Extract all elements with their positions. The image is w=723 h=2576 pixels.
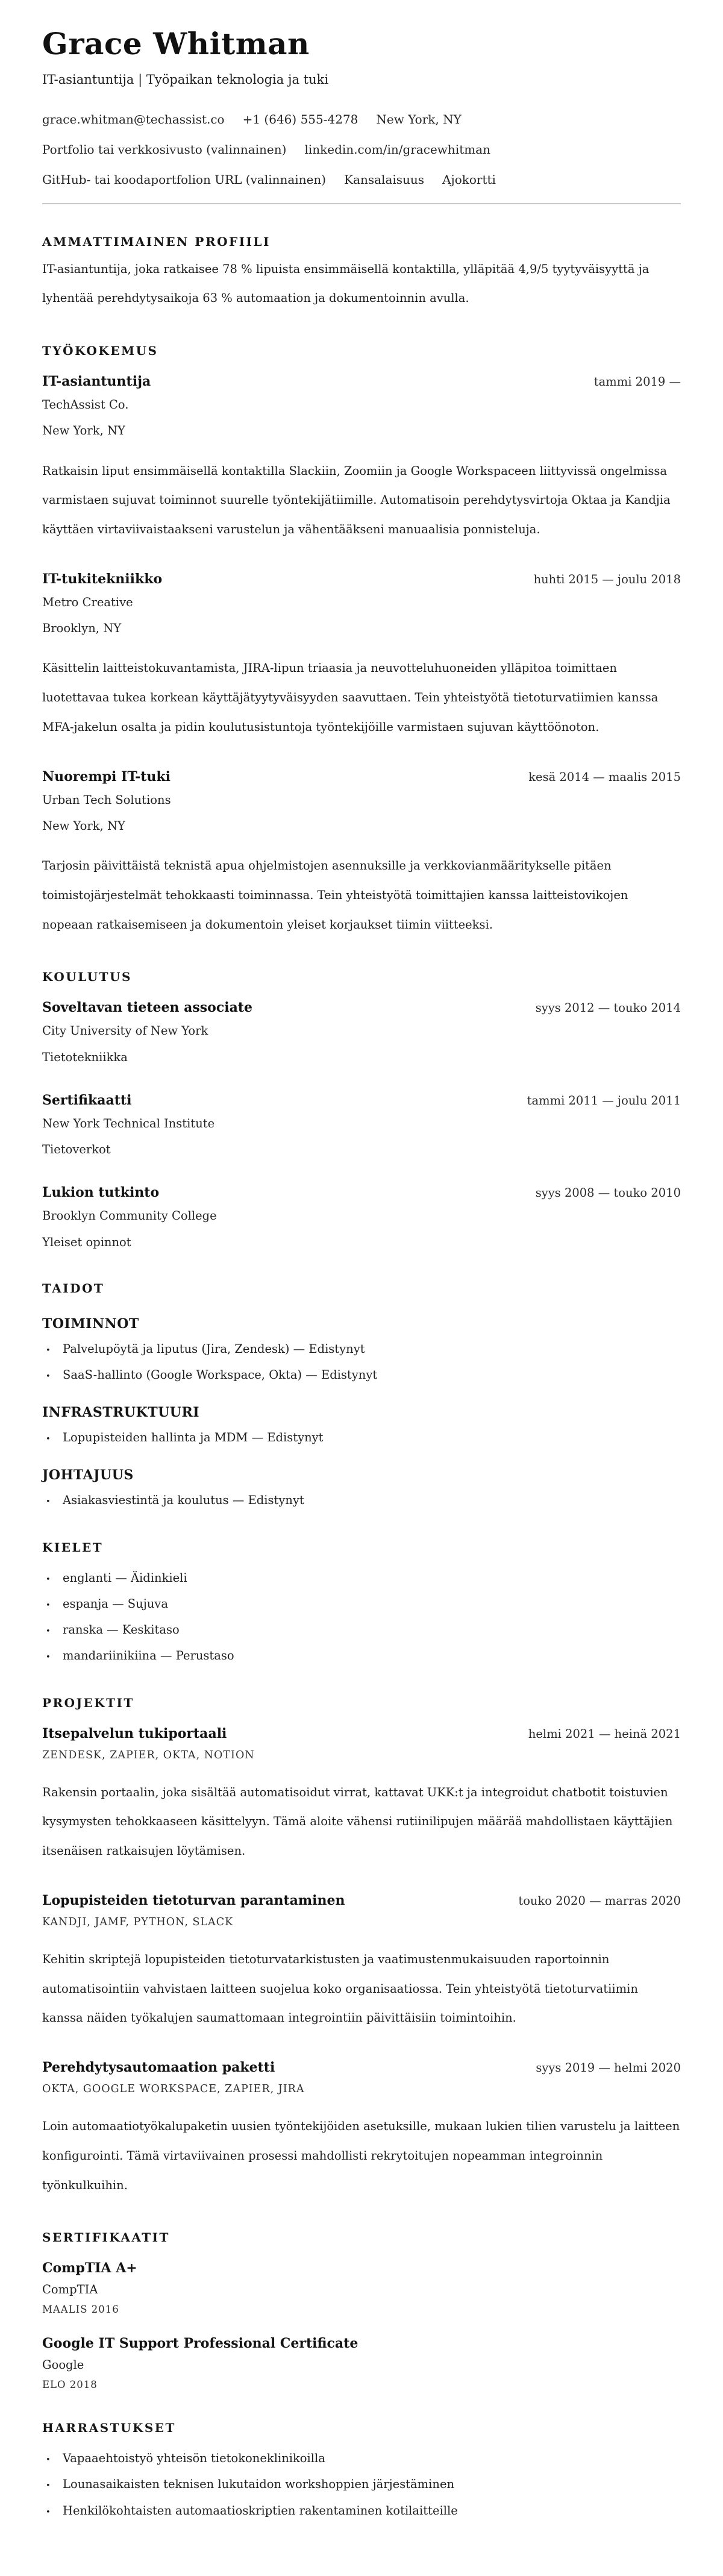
bullet-icon: • [46,1653,51,1662]
project-entry [42,1726,681,1866]
github-placeholder: GitHub- tai koodaportfolion URL (valinnainen) [42,172,327,187]
bullet-icon: • [46,1600,51,1610]
education-dates: tammi 2011 — joulu 2011 [527,1093,681,1108]
job-dates: kesä 2014 — maalis 2015 [528,769,681,784]
job-entry [42,769,681,940]
project-description: Rakensin portaalin, joka sisältää automatisoidut virrat, kattavat UKK:t ja integroidut chatbotit toistuvien kysymysten tehokkaaseen käsittelyyn. Tämä aloite vähensi rutiinilipujen määrää mahdollistaen käyttäjien itsenäisen ratkaisujen löytämisen. [42,1785,673,1858]
job-entry [42,374,681,545]
certification-issuer: Google [42,2358,84,2372]
certification-issuer: CompTIA [42,2283,98,2297]
project-entry [42,1893,681,2033]
projects-heading: PROJEKTIT [42,1695,134,1710]
job-description: Tarjosin päivittäistä teknistä apua ohjelmistojen asennuksille ja verkkovianmääritykselle pitäen toimistojärjestelmät tehokkaasti toiminnassa. Tein yhteistyötä toimittajien kanssa laitteistovikojen nopeaan ratkaisemiseen ja dokumentoin yleiset korjaukset tiimin viitteeksi. [42,859,628,932]
project-description: Kehitin skriptejä lopupisteiden tietoturvatarkistusten ja vaatimustenmukaisuuden raportoinnin automatisointiin vahvistaen laitteen suojelua koko organisaatiossa. Tein yhteistyötä tietoturvatiimin kanssa näiden työkalujen saumattomaan integrointiin päivittäisiin toimintoihin. [42,1952,638,2025]
language-item-label: ranska — Keskitaso [63,1623,180,1637]
skill-item [42,1340,681,1358]
education-heading: KOULUTUS [42,970,132,985]
certification-name: Google IT Support Professional Certificate [42,2336,358,2352]
job-description: Käsittelin laitteistokuvantamista, JIRA-lipun triaasia ja neuvotteluhuoneiden ylläpitoa toimittaen luotettavaa tukea korkean käyttäjätyytyväisyyden saavuttaen. Tein yhteistyötä tietoturvatiimien kanssa MFA-jakelun osalta ja pidin koulutusistuntoja työntekijöille varmistaen sujuvan käyttöönoton. [42,661,659,734]
skill-group-name: JOHTAJUUS [42,1467,134,1484]
certifications-heading: SERTIFIKAATIT [42,2230,170,2245]
bullet-icon: • [46,1371,51,1381]
job-entry-head [42,769,681,785]
project-dates: touko 2020 — marras 2020 [518,1893,681,1908]
language-item [42,1647,681,1665]
hobby-item [42,2449,681,2468]
contact-row-2 [42,140,681,158]
education-entry [42,1000,681,1066]
headline: IT-asiantuntija | Työpaikan teknologia ja tuki [42,72,329,87]
bullet-icon: • [46,1497,51,1507]
project-description: Loin automaatiotyökalupaketin uusien työntekijöiden asetuksille, mukaan lukien tilien varustelu ja laitteen konfigurointi. Tämä virtaviivainen prosessi mahdollisti rekrytoitujen nopeamman integroinnin työnkulkuihin. [42,2119,680,2192]
job-description: Ratkaisin liput ensimmäisellä kontaktilla Slackiin, Zoomiin ja Google Workspaceen liittyvissä ongelmissa varmistaen sujuvat toiminnot suurelle työntekijätiimille. Automatisoin perehdytysvirtoja Oktaa ja Kandjia käyttäen virtaviivaistaakseni varustelun ja vähentääkseni manuaalisia ponnisteluja. [42,463,671,536]
section-projects [42,1696,681,2201]
school-name: City University of New York [42,1024,208,1038]
languages-heading: KIELET [42,1540,104,1555]
job-location: New York, NY [42,424,125,438]
job-location: Brooklyn, NY [42,621,122,635]
hobbies-heading: HARRASTUKSET [42,2421,176,2436]
certification-entry [42,2336,681,2390]
school-name: New York Technical Institute [42,1116,215,1130]
job-dates: huhti 2015 — joulu 2018 [533,572,681,586]
bullet-icon: • [46,1346,51,1355]
profile-heading: AMMATTIMAINEN PROFIILI [42,234,271,249]
skill-item-label: SaaS-hallinto (Google Workspace, Okta) — Edistynyt [63,1367,378,1382]
project-title: Perehdytysautomaation paketti [42,2060,275,2075]
education-entry-head [42,1000,681,1015]
section-certifications [42,2230,681,2390]
bullet-icon: • [46,1627,51,1637]
job-location: New York, NY [42,818,125,833]
contact-row-3 [42,171,681,189]
project-title: Itsepalvelun tukiportaali [42,1725,227,1741]
skill-group-name: TOIMINNOT [42,1315,139,1332]
citizenship-label: Kansalaisuus [344,172,425,187]
project-title: Lopupisteiden tietoturvan parantaminen [42,1892,345,1908]
drivers-license-label: Ajokortti [442,172,496,187]
skill-item [42,1491,681,1509]
skills-heading: TAIDOT [42,1280,105,1296]
certification-date: ELO 2018 [42,2379,98,2391]
profile-text: IT-asiantuntija, joka ratkaisee 78 % lipuista ensimmäisellä kontaktilla, ylläpitää 4,9/5 tyytyväisyyttä ja lyhentää perehdytysaikoja 63 % automaation ja dokumentoinnin avulla. [42,262,649,306]
portfolio-placeholder: Portfolio tai verkkosivusto (valinnainen) [42,142,287,157]
job-company: Metro Creative [42,595,133,609]
project-dates: helmi 2021 — heinä 2021 [528,1726,681,1741]
degree-title: Sertifikaatti [42,1092,132,1108]
field-of-study: Tietoverkot [42,1142,111,1156]
hobby-item-label: Lounasaikaisten teknisen lukutaidon workshoppien järjestäminen [63,2477,455,2492]
education-entry-head [42,1185,681,1200]
field-of-study: Tietotekniikka [42,1050,128,1064]
language-item [42,1569,681,1587]
project-tools: OKTA, GOOGLE WORKSPACE, ZAPIER, JIRA [42,2083,305,2095]
degree-title: Lukion tutkinto [42,1185,160,1201]
project-entry-head [42,1726,681,1741]
skill-item-label: Palvelupöytä ja liputus (Jira, Zendesk) — Edistynyt [63,1341,365,1356]
job-title: IT-tukitekniikko [42,571,163,587]
education-entry [42,1092,681,1159]
resume-header [42,24,681,204]
experience-heading: TYÖKOKEMUS [42,343,158,358]
certification-name: CompTIA A+ [42,2260,137,2277]
bullet-icon: • [46,1435,51,1444]
job-entry-head [42,571,681,587]
location-value: New York, NY [376,111,462,127]
job-company: Urban Tech Solutions [42,792,171,807]
education-dates: syys 2012 — touko 2014 [535,1001,681,1015]
linkedin-value: linkedin.com/in/gracewhitman [304,142,491,157]
hobby-item-label: Henkilökohtaisten automaatioskriptien rakentaminen kotilaitteille [63,2503,458,2518]
education-entry [42,1185,681,1251]
section-hobbies [42,2421,681,2520]
school-name: Brooklyn Community College [42,1209,217,1223]
skill-list [42,1340,681,1384]
skill-item [42,1366,681,1384]
section-profile [42,234,681,314]
hobby-item [42,2502,681,2520]
field-of-study: Yleiset opinnot [42,1235,131,1249]
section-languages [42,1540,681,1666]
project-entry [42,2060,681,2200]
language-item [42,1595,681,1613]
section-experience [42,343,681,939]
language-item [42,1621,681,1639]
hobby-item-label: Vapaaehtoistyö yhteisön tietokoneklinikoilla [63,2451,325,2466]
education-dates: syys 2008 — touko 2010 [535,1186,681,1200]
bullet-icon: • [46,1575,51,1584]
section-skills [42,1281,681,1510]
job-entry-head [42,374,681,389]
bullet-icon: • [46,2455,51,2465]
bullet-icon: • [46,2507,51,2517]
project-dates: syys 2019 — helmi 2020 [536,2061,681,2075]
contact-block [42,110,681,189]
certification-entry [42,2260,681,2315]
project-tools: KANDJI, JAMF, PYTHON, SLACK [42,1916,234,1928]
project-entry-head [42,2060,681,2075]
person-name: Grace Whitman [42,26,310,61]
header-divider [42,203,681,204]
skill-list [42,1491,681,1509]
skill-item [42,1429,681,1447]
job-dates: tammi 2019 — [593,375,681,389]
phone-value: +1 (646) 555-4278 [242,111,358,127]
hobby-item [42,2475,681,2493]
language-item-label: espanja — Sujuva [63,1596,168,1611]
job-title: Nuorempi IT-tuki [42,768,171,785]
project-entry-head [42,1893,681,1908]
job-entry [42,571,681,742]
skill-group-name: INFRASTRUKTUURI [42,1405,200,1421]
section-education [42,970,681,1251]
bullet-icon: • [46,2481,51,2491]
email-value: grace.whitman@techassist.co [42,111,225,127]
certification-date: MAALIS 2016 [42,2304,119,2316]
education-entry-head [42,1092,681,1108]
degree-title: Soveltavan tieteen associate [42,1000,253,1016]
contact-row-1 [42,110,681,128]
skill-list [42,1429,681,1447]
hobby-list [42,2449,681,2520]
job-title: IT-asiantuntija [42,374,151,389]
skill-item-label: Lopupisteiden hallinta ja MDM — Edistynyt [63,1431,324,1445]
job-company: TechAssist Co. [42,398,129,412]
language-list [42,1569,681,1666]
language-item-label: mandariinikiina — Perustaso [63,1649,234,1663]
skill-item-label: Asiakasviestintä ja koulutus — Edistynyt [63,1493,304,1508]
project-tools: ZENDESK, ZAPIER, OKTA, NOTION [42,1749,255,1761]
language-item-label: englanti — Äidinkieli [63,1570,187,1585]
